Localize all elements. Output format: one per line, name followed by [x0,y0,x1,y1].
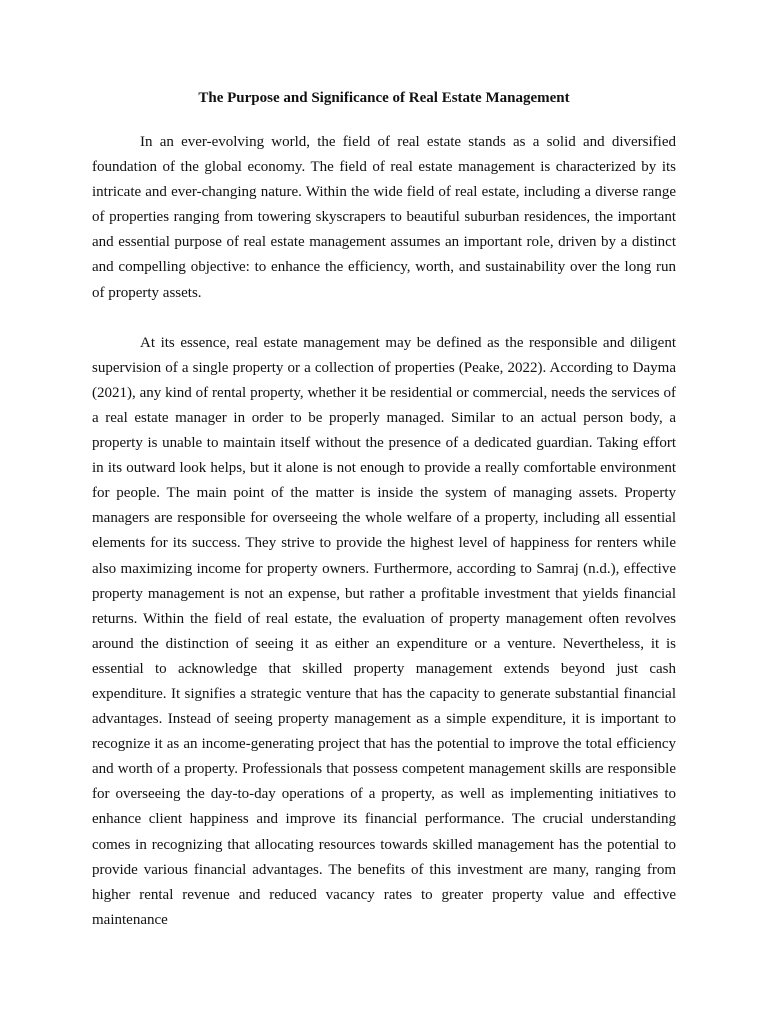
document-title: The Purpose and Significance of Real Estate Management [198,90,570,106]
paragraph-intro: In an ever-evolving world, the field of real estate stands as a solid and diversified foundation of the global economy. The field of real estate management is characterized by its intricate and ever-changing nature. Within the wide field of real estate, including a diverse range of properties ranging from towering skyscrapers to beautiful suburban residences, the important and essential purpose of real estate management assumes an important role, driven by a distinct and compelling objective: to enhance the efficiency, worth, and sustainability over the long run of property assets. [92,134,676,301]
paragraph-essence: At its essence, real estate management may be defined as the responsible and diligent supervision of a single property or a collection of properties (Peake, 2022). According to Dayma (2021), any kind of rental property, whether it be residential or commercial, needs the services of a real estate manager in order to be properly managed. Similar to an actual person body, a property is unable to maintain itself without the presence of a dedicated guardian. Taking effort in its outward look helps, but it alone is not enough to provide a really comfortable environment for people. The main point of the matter is inside the system of managing assets. Property managers are responsible for overseeing the whole welfare of a property, including all essential elements for its success. They strive to provide the highest level of happiness for renters while also maximizing income for property owners. Furthermore, according to Samraj (n.d.), effective property management is not an expense, but rather a profitable investment that yields financial returns. Within the field of real estate, the evaluation of property management often revolves around the distinction of seeing it as either an expenditure or a venture. Nevertheless, it is essential to acknowledge that skilled property management extends beyond just cash expenditure. It signifies a strategic venture that has the capacity to generate substantial financial advantages. Instead of seeing property management as a simple expenditure, it is important to recognize it as an income-generating project that has the potential to improve the total efficiency and worth of a property. Professionals that possess competent management skills are responsible for overseeing the day-to-day operations of a property, as well as implementing initiatives to enhance client happiness and improve its financial performance. The crucial understanding comes in recognizing that allocating resources towards skilled management has the potential to provide various financial advantages. The benefits of this investment are many, ranging from higher rental revenue and reduced vacancy rates to greater property value and effective maintenance [92,334,676,928]
